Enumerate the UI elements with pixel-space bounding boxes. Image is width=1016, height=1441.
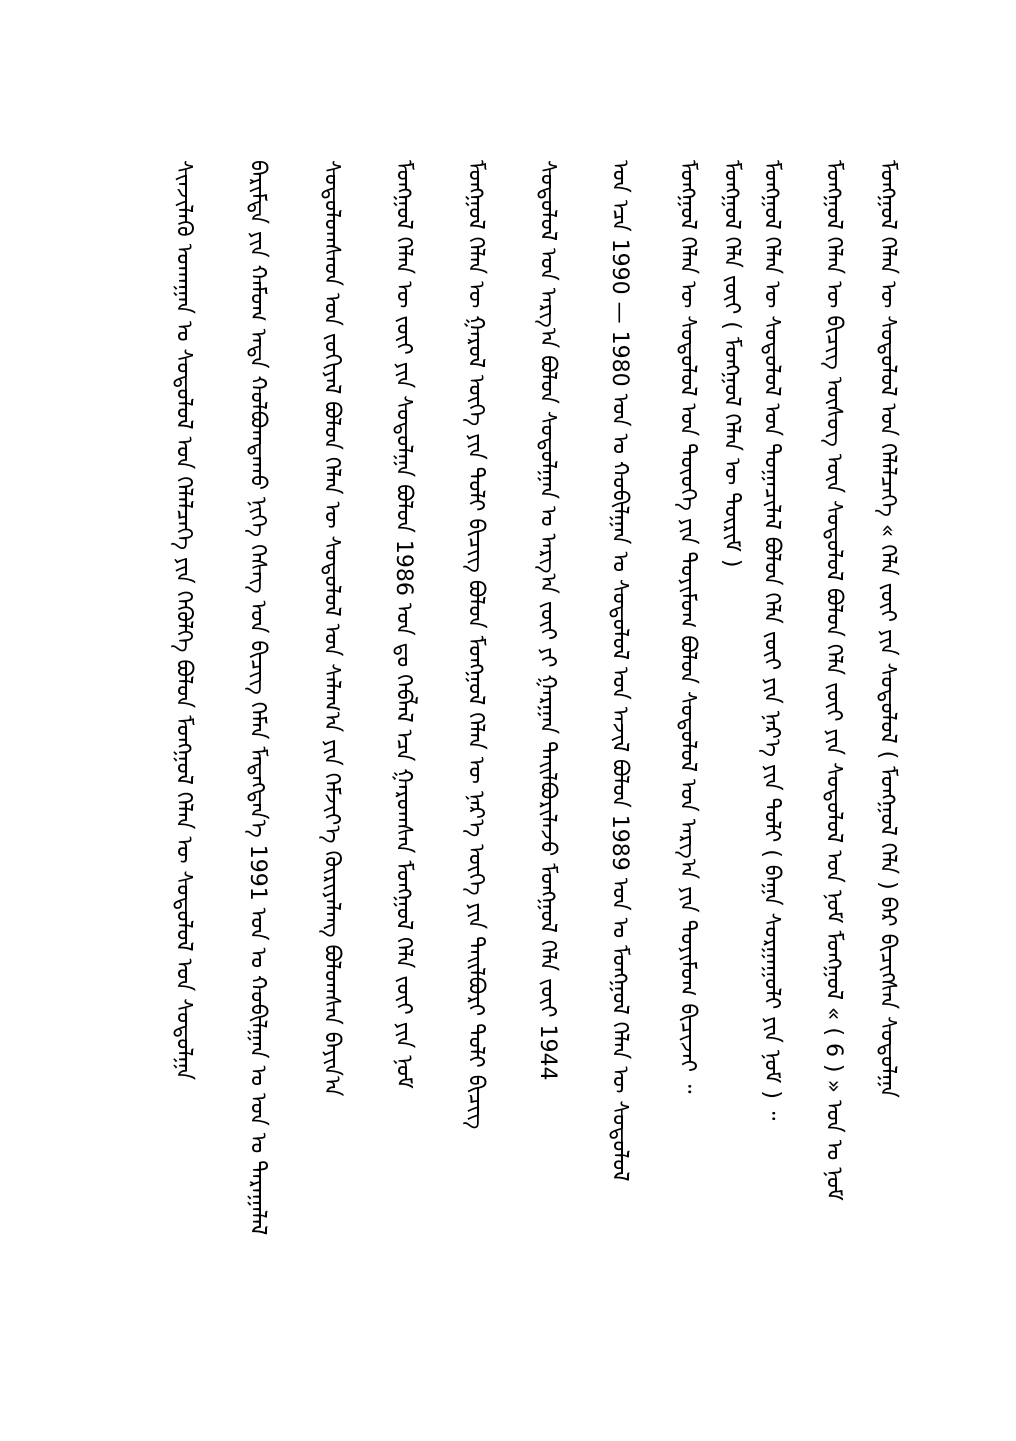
text-column-1: ᠰᠢᠨᠵᠢᠯᠡᠬᠦ ᠤᠬᠠᠭᠠᠨ ᠤ ᠰᠤᠳᠤᠯᠤᠯ ᠤᠨ ᠬᠡᠯᠡᠯᠴᠡᠭᠡ ᠶᠢᠨ ᠬᠡᠭᠦᠯᠭᠡ ᠪᠣᠯᠤᠨ ᠮᠣᠩᠭᠣᠯ ᠬᠡᠯᠡᠨ ᠦ ᠰᠤᠳᠤᠯᠤᠯ ᠤᠨ ᠰᠤᠳᠤᠯᠭᠠ [171, 160, 196, 1081]
text-column-12: ᠮᠣᠩᠭᠣᠯ ᠬᠡᠯᠡᠨ ᠦ ᠰᠤᠳᠤᠯᠤᠯ ᠤᠨ ᠬᠡᠯᠡᠯᠴᠡᠭᠡ « ᠬᠡᠯᠡ ᠵᠦᠢ ᠶᠢᠨ ᠰᠤᠳᠤᠯᠤᠯ ( ᠮᠣᠩᠭᠣᠯ ᠬᠡᠯᠡ ) ᠪᠠᠷ ᠪᠢᠴᠢᠭᠰᠡᠨ ᠰᠤᠳᠤᠯᠭᠠ [875, 160, 900, 1098]
text-column-4: ᠮᠣᠩᠭᠣᠯ ᠬᠡᠯᠡᠨ ᠦ ᠵᠦᠢ ᠶᠢᠨ ᠰᠤᠳᠤᠯᠭᠠ ᠪᠣᠯᠤᠨ 1986 ᠣᠨ ᠳᠤ ᠬᠡᠪᠯᠡᠯ ᠡᠴᠡ ᠭᠠᠷᠤᠭᠰᠠᠨ ᠮᠣᠩᠭᠣᠯ ᠬᠡᠯᠡ ᠵᠦᠢ ᠶᠢᠨ ᠨᠣᠮ [391, 160, 416, 1089]
text-column-3: ᠰᠤᠳᠤᠯᠤᠭᠰᠠᠳ ᠤᠨ ᠵᠣᠬᠢᠶᠠᠯ ᠪᠣᠯᠤᠨ ᠬᠡᠯᠡᠨ ᠦ ᠰᠤᠳᠤᠯᠤᠯ ᠤᠨ ᠰᠠᠯᠠᠭ᠎ᠠ ᠶᠢᠨ ᠬᠡᠮᠵᠢᠶ᠎ᠡ ᠬᠦᠷᠢᠶᠡᠯᠡᠩ ᠪᠣᠯᠤᠭᠰᠠᠨ ᠪᠠᠶᠢᠨ᠎ᠠ [319, 160, 344, 1097]
text-column-11: ᠮᠣᠩᠭᠣᠯ ᠬᠡᠯᠡᠨ ᠦ ᠪᠢᠴᠢᠭ ᠦᠰᠦᠭ ᠦᠨ ᠰᠤᠳᠤᠯᠤᠯ ᠪᠣᠯᠤᠨ ᠬᠡᠯᠡ ᠵᠦᠢ ᠶᠢᠨ ᠰᠤᠳᠤᠯᠤᠯ ᠤᠨ ᠨᠣᠮ ᠮᠣᠩᠭᠣᠯ « ( 6 ) » ᠣᠨ ᠤ ᠨᠣᠮ [821, 160, 846, 1201]
text-column-9: ᠮᠣᠩᠭᠣᠯ ᠬᠡᠯᠡ ᠵᠦᠢ ( ᠮᠣᠩᠭᠣᠯ ᠬᠡᠯᠡᠨ ᠦ ᠳᠦᠷᠢᠮ ) [719, 160, 744, 568]
text-column-5: ᠮᠣᠩᠭᠣᠯ ᠬᠡᠯᠡᠨ ᠦ ᠭᠠᠷᠤᠯ ᠦᠭᠡ ᠶᠢᠨ ᠳᠣᠯᠢ ᠪᠢᠴᠢᠭ᠌ ᠪᠣᠯᠤᠨ ᠮᠣᠩᠭᠣᠯ ᠬᠡᠯᠡᠨ ᠦ ᠨᠡᠷ᠎ᠡ ᠦᠭᠡ ᠶᠢᠨ ᠲᠠᠢᠯᠪᠤᠷᠢ ᠲᠣᠯᠢ ᠪᠢᠴᠢᠭ [463, 160, 488, 1130]
text-column-7: ᠣᠨ ᠡᠴᠡ 1990 — 1980 ᠣᠨ ᠤ ᠬᠤᠪᠢᠯᠭᠠᠨ ᠤ ᠰᠤᠳᠤᠯᠤᠯ ᠤᠨ ᠠᠵᠢᠯ ᠪᠣᠯᠤᠨ 1989 ᠣᠨ ᠤ ᠮᠣᠩᠭᠣᠯ ᠬᠡᠯᠡᠨ ᠦ ᠰᠤᠳᠤᠯᠤᠯ [607, 160, 632, 1182]
text-column-8: ᠮᠣᠩᠭᠣᠯ ᠬᠡᠯᠡᠨ ᠦ ᠰᠤᠳᠤᠯᠤᠯ ᠤᠨ ᠲᠦᠦᠬᠡ ᠶᠢᠨ ᠳᠣᠶᠢᠮᠣᠭ ᠪᠣᠯᠤᠨ ᠰᠤᠳᠤᠯᠤᠯ ᠤᠨ ᠠᠷᠭ᠎ᠠ ᠶᠢᠨ ᠲᠣᠶᠢᠮᠣᠭ ᠪᠢᠴᠢᠵᠡᠢ ᠃ [675, 160, 700, 1094]
text-column-2: ᠪᠠᠷᠢᠮᠲᠠ ᠶᠢᠨ ᠬᠠᠮᠤᠭ ᠡᠨᠳᠡ ᠬᠣᠯᠪᠣᠭᠳᠠᠬᠤ ᠨᠢᠭᠡ ᠬᠡᠰᠡᠭ ᠤᠨ ᠪᠢᠴᠢᠭ ᠬᠡᠮᠡᠨ ᠮᠡᠳᠡᠭᠳᠡᠨ᠎ᠡ 1991 ᠣᠨ ᠤ ᠬᠤᠪᠢᠯᠭᠠᠨ ᠤ ᠣᠨ ᠤ ᠳᠠᠷᠠᠭᠠᠯᠠᠯ [245, 160, 270, 1236]
text-column-10: ᠮᠣᠩᠭᠣᠯ ᠬᠡᠯᠡᠨ ᠦ ᠰᠤᠳᠤᠯᠤᠯ ᠤᠨ ᠲᠣᠭᠠᠴᠢᠯᠠᠯ ᠪᠣᠯᠤᠨ ᠬᠡᠯᠡ ᠵᠦᠢ ᠶᠢᠨ ᠨᠡᠷ᠎ᠡ ᠶᠢᠨ ᠲᠣᠯᠢ ( ᠪᠠᠭᠠ ᠰᠤᠷᠭᠠᠭᠤᠯᠢ ᠶᠢᠨ ᠨᠣᠮ ) ᠃ [759, 160, 784, 1121]
text-column-6: ᠰᠤᠳᠤᠯᠤᠯ ᠤᠨ ᠠᠷᠭ᠎ᠠ ᠪᠣᠯᠤᠨ ᠰᠤᠳᠤᠯᠭᠠᠨ ᠤ ᠠᠷᠭ᠎ᠠ ᠵᠦᠢ ᠶᠢ ᠭᠠᠷᠭᠠᠨ ᠲᠠᠢᠯᠪᠤᠷᠢᠯᠠᠵᠤ ᠮᠣᠩᠭᠣᠯ ᠬᠡᠯᠡ ᠵᠦᠢ 1944 [535, 160, 560, 1081]
